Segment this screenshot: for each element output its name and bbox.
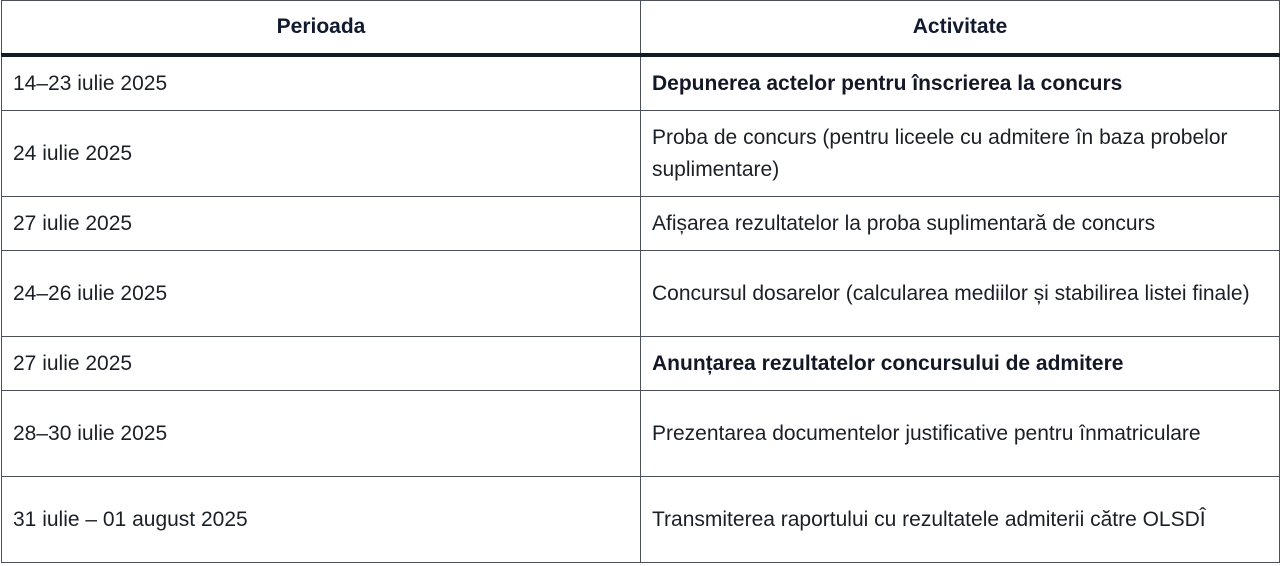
period-cell: 27 iulie 2025 [2,337,641,391]
period-cell: 27 iulie 2025 [2,197,641,251]
period-cell: 14–23 iulie 2025 [2,55,641,111]
activity-cell: Concursul dosarelor (calcularea mediilor și stabilirea listei finale) [641,251,1280,337]
header-activity: Activitate [641,1,1280,56]
table-row [2,337,1280,391]
table-row [2,477,1280,563]
activity-cell: Depunerea actelor pentru înscrierea la concurs [641,55,1280,111]
table-row [2,111,1280,197]
activity-cell: Anunțarea rezultatelor concursului de admitere [641,337,1280,391]
activity-cell: Afișarea rezultatelor la proba suplimentară de concurs [641,197,1280,251]
period-cell: 24 iulie 2025 [2,111,641,197]
period-cell: 24–26 iulie 2025 [2,251,641,337]
period-cell: 31 iulie – 01 august 2025 [2,477,641,563]
table-row [2,55,1280,111]
table-row [2,197,1280,251]
table-row [2,391,1280,477]
activity-cell: Prezentarea documentelor justificative pentru înmatriculare [641,391,1280,477]
table-row [2,251,1280,337]
admission-schedule-table [1,0,1280,563]
period-cell: 28–30 iulie 2025 [2,391,641,477]
header-period: Perioada [2,1,641,56]
activity-cell: Transmiterea raportului cu rezultatele admiterii către OLSDÎ [641,477,1280,563]
table-header-row [2,1,1280,56]
activity-cell: Proba de concurs (pentru liceele cu admitere în baza probelor suplimentare) [641,111,1280,197]
